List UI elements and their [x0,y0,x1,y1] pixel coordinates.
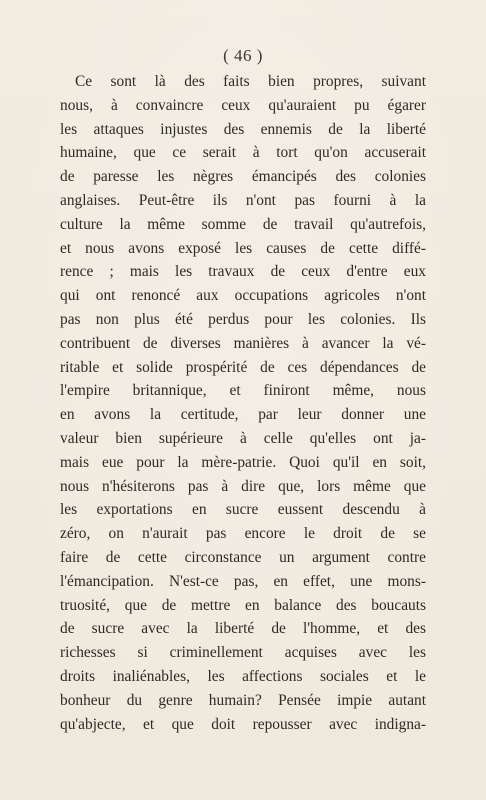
text-line: qu'abjecte, et que doit repousser avec indigna- [60,715,426,733]
text-line: nous n'hésiterons pas à dire que, lors même que [60,477,426,495]
text-line: contribuent de diverses manières à avancer la vé- [60,334,426,352]
text-line: de sucre avec la liberté de l'homme, et des [60,620,426,638]
text-line: mais eue pour la mère-patrie. Quoi qu'il en soit, [60,453,426,471]
text-line: richesses si criminellement acquises avec les [60,644,426,662]
text-line: en avons la certitude, par leur donner une [60,406,426,424]
text-line: les exportations en sucre eussent descendu à [60,501,426,519]
text-line: humaine, que ce serait à tort qu'on accuserait [60,144,426,162]
text-line: les attaques injustes des ennemis de la liberté [60,120,426,138]
text-line: et nous avons exposé les causes de cette diffé- [60,239,426,257]
text-line: zéro, on n'aurait pas encore le droit de se [60,525,426,543]
text-line: valeur bien supérieure à celle qu'elles ont ja- [60,429,426,447]
text-line: bonheur du genre humain? Pensée impie autant [60,691,426,709]
text-line: l'empire britannique, et finiront même, nous [60,382,426,400]
text-line: qui ont renoncé aux occupations agricoles n'ont [60,287,426,305]
text-line: ritable et solide prospérité de ces dépendances de [60,358,426,376]
text-line: nous, à convaincre ceux qu'auraient pu égarer [60,96,426,114]
text-line: rence ; mais les travaux de ceux d'entre eux [60,263,426,281]
text-line: droits inaliénables, les affections sociales et le [60,667,426,685]
text-line: anglaises. Peut-être ils n'ont pas fourni à la [60,191,426,209]
text-line: l'émancipation. N'est-ce pas, en effet, une mons- [60,572,426,590]
text-line: de paresse les nègres émancipés des colonies [60,168,426,186]
page-number: ( 46 ) [223,46,263,65]
text-line: culture la même somme de travail qu'autrefois, [60,215,426,233]
text-line: truosité, que de mettre en balance des boucauts [60,596,426,614]
text-line: pas non plus été perdus pour les colonies. Ils [60,310,426,328]
text-line: faire de cette circonstance un argument contre [60,548,426,566]
body-text [60,70,426,736]
text-line: Ce sont là des faits bien propres, suivant [75,73,426,90]
